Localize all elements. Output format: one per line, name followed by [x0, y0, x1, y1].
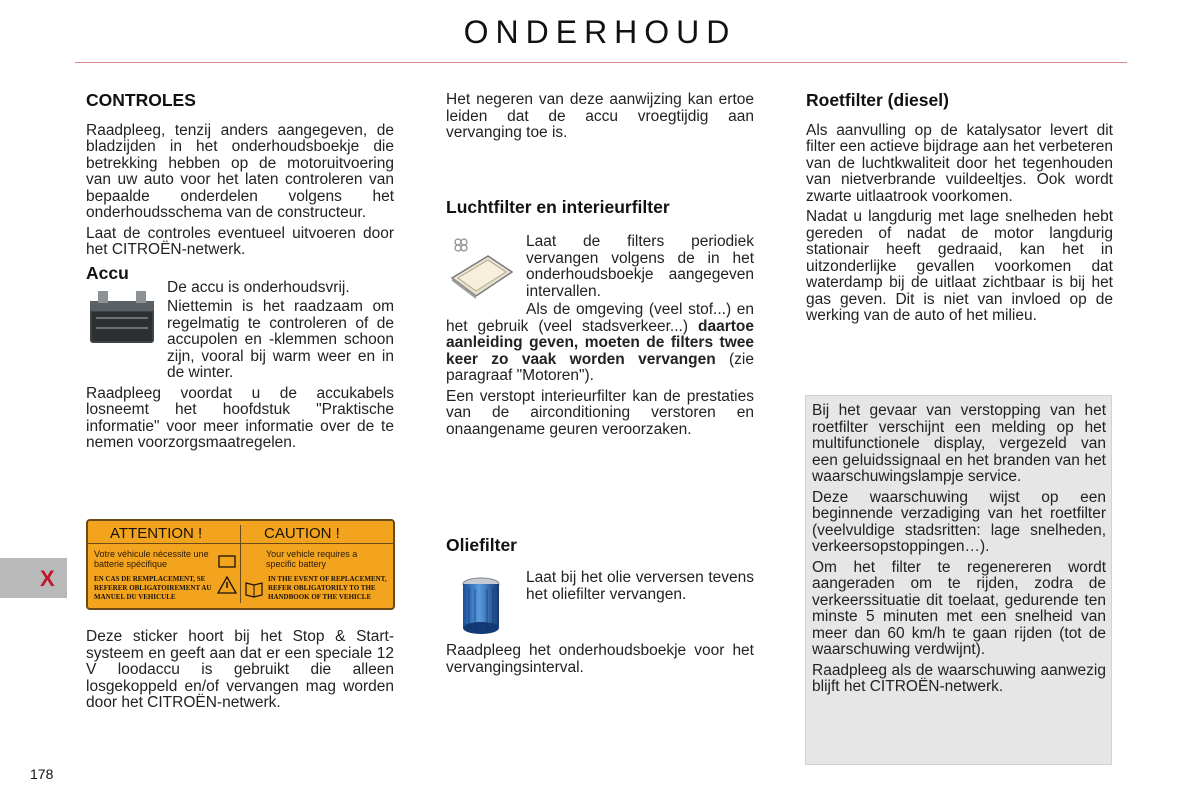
filter-text-indented: [526, 234, 754, 304]
filter-text-bold: daartoe aanleiding geven, moeten de filters twee keer zo vaak worden vervangen: [446, 317, 754, 368]
paragraph: Deze waarschuwing wijst op een beginnende verzadiging van het roetfilter (veelvuldige stadsritten: lage snelheden, verkeersopstoppingen…).: [812, 488, 1106, 555]
heading-accu: Accu: [86, 262, 129, 283]
section-luchtfilter: [446, 199, 754, 226]
paragraph: Bij het gevaar van verstopping van het roetfilter verschijnt een melding op het multifunctionele display, vergezeld van een geluidssignaal en het branden van het waarschuwingslampje service.: [812, 402, 1106, 485]
heading-luchtfilter: Luchtfilter en interieurfilter: [446, 197, 670, 217]
column-controles: [86, 92, 394, 281]
oil-text-block: [446, 643, 754, 680]
column-filters: [446, 92, 754, 146]
battery-warning-sticker: [86, 519, 395, 610]
paragraph: Als aanvulling op de katalysator levert dit filter een actieve bijdrage aan het verbeteren van de luchtkwaliteit door het tegenhouden van nietverbrande vuildeeltjes. Ook wordt zwarte uitlaatrook voorkomen.: [806, 121, 1113, 205]
paragraph: Om het filter te regenereren wordt aangeraden om te rijden, zodra de verkeerssituatie dit toelaat, gedurende ten minste 5 minuten met een snelheid van meer dan 60 km/h te gaan rijden (tot de waarschuwing verdwijnt).: [812, 558, 1106, 658]
sticker-fr-sub: Votre véhicule nécessite une batterie spécifique: [94, 549, 209, 569]
column-roetfilter: [806, 92, 1113, 329]
paragraph: [446, 302, 754, 385]
accu-paragraph-2: Niettemin is het raadzaam om regelmatig te controleren of de accupolen en -klemmen schoon zijn, vooral bij warm weer en in de winter.: [167, 298, 394, 381]
paragraph: Een verstopt interieurfilter kan de prestaties van de airconditioning verstoren en onaangename geuren veroorzaken.: [446, 387, 754, 438]
paragraph: [167, 299, 394, 382]
heading-roetfilter: Roetfilter (diesel): [806, 90, 949, 110]
sticker-en-warn: IN THE EVENT OF REPLACEMENT, REFER OBLIGATORILY TO THE HANDBOOK OF THE VEHICLE: [268, 575, 387, 601]
header-rule: [75, 62, 1127, 63]
paragraph: Laat bij het olie verversen tevens het oliefilter vervangen.: [526, 569, 754, 603]
page-title: ONDERHOUD: [463, 14, 737, 50]
sticker-french: [88, 521, 239, 608]
sticker-attention: ATTENTION !: [110, 525, 203, 542]
sticker-book-icon: [244, 579, 264, 599]
paragraph: Raadpleeg, tenzij anders aangegeven, de bladzijden in het onderhoudsboekje die betrekking hebben op de motoruitvoering van uw auto voor het laten controleren van bepaalde onderdelen volgens het onderhoudsschema van de constructeur.: [86, 121, 394, 221]
sticker-fr-warn: EN CAS DE REMPLACEMENT, SE REFERER OBLIGATOIREMENT AU MANUEL DU VEHICULE: [94, 575, 212, 601]
paragraph: Laat de filters periodiek vervangen volgens de in het onderhoudsboekje aangegeven intervallen.: [526, 233, 754, 300]
oil-filter-icon: [456, 576, 506, 636]
accu-text-block: [86, 299, 394, 456]
paragraph: Raadpleeg voordat u de accukabels losneemt het hoofdstuk "Praktische informatie" voor meer informatie over de te nemen voorzorgsmaatregelen.: [86, 384, 394, 451]
chapter-tab[interactable]: [0, 558, 67, 598]
sticker-english: [242, 521, 393, 608]
paragraph: Nadat u langdurig met lage snelheden hebt gereden of nadat de motor langdurig stationair heeft gedraaid, kan het in uitzonderlijke gevallen voorkomen dat waterdamp bij de uitlaat zichtbaar is bij het gas geven. Dit is niet van invloed op de werking van de auto of het milieu.: [806, 208, 1113, 324]
sticker-en-sub: Your vehicle requires a specific battery: [266, 549, 358, 569]
paragraph: Deze sticker hoort bij het Stop & Start-systeem en geeft aan dat er een speciale 12 V loodaccu is gebruikt die alleen losgekoppeld en/of vervangen mag worden door het CITROËN-netwerk.: [86, 628, 394, 711]
sticker-caution: CAUTION !: [264, 525, 340, 542]
filter-text-block: [446, 302, 754, 442]
section-oliefilter: [446, 537, 754, 554]
page-number: 178: [30, 766, 54, 782]
chapter-tab-label: X: [40, 566, 55, 591]
filter-text-a: Als de omgeving (veel stof...) en het gebruik (veel stadsverkeer...): [446, 301, 754, 335]
sticker-divider-vertical: [240, 525, 241, 603]
sticker-battery-warning-icon: [216, 553, 238, 603]
warning-note-box: [805, 395, 1112, 765]
sticker-explanation: [86, 629, 394, 716]
paragraph: Laat de controles eventueel uitvoeren door het CITROËN-netwerk.: [86, 224, 394, 258]
filter-text-b: (zie paragraaf "Motoren").: [446, 350, 754, 384]
air-filter-icon: [446, 236, 516, 300]
oil-text-indented: [526, 570, 754, 607]
heading-oliefilter: Oliefilter: [446, 535, 517, 555]
paragraph: Raadpleeg als de waarschuwing aanwezig blijft het CITROËN-netwerk.: [812, 661, 1106, 695]
heading-controles: CONTROLES: [86, 90, 196, 110]
paragraph: Raadpleeg het onderhoudsboekje voor het vervangingsinterval.: [446, 642, 754, 676]
paragraph: Het negeren van deze aanwijzing kan ertoe leiden dat de accu vroegtijdig aan vervanging toe is.: [446, 91, 754, 141]
paragraph: De accu is onderhoudsvrij.: [167, 279, 350, 296]
